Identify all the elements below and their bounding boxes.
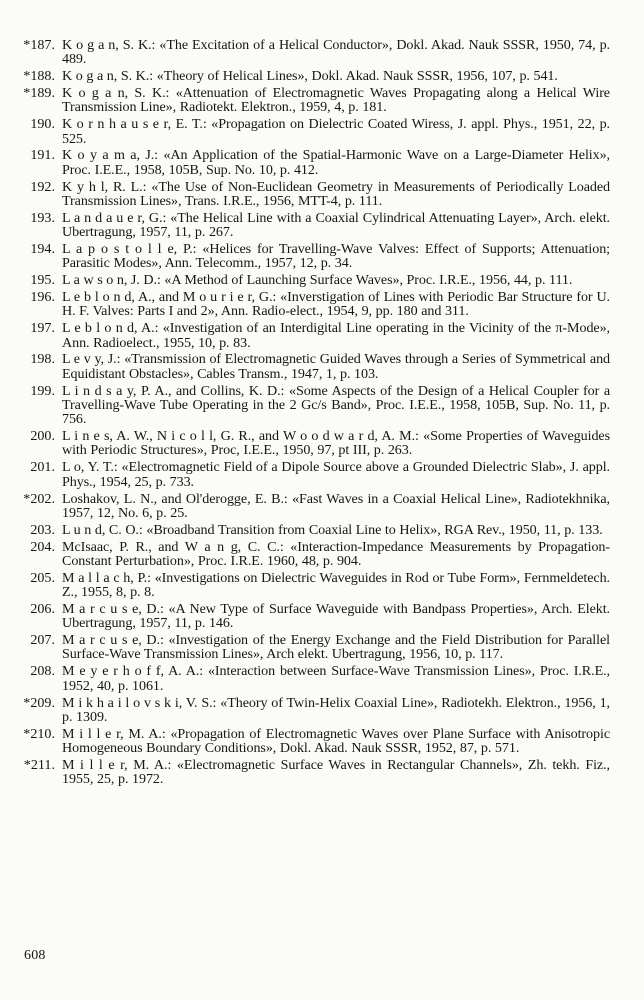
reference-text: K o r n h a u s e r, E. T.: «Propagation on Dielectric Coated Wiress, J. appl. Phys., 1951, 22, p. 525. bbox=[62, 116, 610, 147]
reference-text: K o y a m a, J.: «An Application of the Spatial-Harmonic Wave on a Large-Diameter Helix», Proc. I.E.E., 1958, 105B, Sup. No. 10, p. 412. bbox=[62, 147, 610, 178]
reference-number: 208. bbox=[30, 663, 55, 680]
reference-item bbox=[18, 148, 610, 177]
reference-item bbox=[18, 38, 610, 67]
reference-list bbox=[18, 38, 610, 789]
reference-item bbox=[18, 242, 610, 271]
reference-number: 205. bbox=[30, 569, 55, 586]
reference-text: M i l l e r, M. A.: «Electromagnetic Surface Waves in Rectangular Channels», Zh. tekh. Fiz., 1955, 25, p. 1972. bbox=[62, 756, 610, 788]
reference-item bbox=[18, 429, 610, 458]
reference-item bbox=[18, 290, 610, 319]
reference-item bbox=[18, 460, 610, 489]
reference-item bbox=[18, 540, 610, 569]
reference-number: 201. bbox=[30, 459, 55, 476]
reference-text: L e b l o n d, A., and M o u r i e r, G.: «Inverstigation of Lines with Periodic Bar Structure for U. H. F. Valves: Parts I and 2», Ann. Radio-elect., 1954, 9, pp. 180 and 311. bbox=[62, 289, 610, 320]
reference-text: L e v y, J.: «Transmission of Electromagnetic Guided Waves through a Series of Symmetrical and Equidistant Obstacles», Cables Transm., 1947, 1, p. 103. bbox=[62, 351, 610, 382]
reference-item bbox=[18, 180, 610, 209]
reference-text: L a p o s t o l l e, P.: «Helices for Travelling-Wave Valves: Effect of Supports; Attenuation; Parasitic Modes», Ann. Telecomm., 1957, 12, p. 34. bbox=[62, 241, 610, 272]
reference-item bbox=[18, 273, 610, 287]
reference-text: K o g a n, S. K.: «The Excitation of a Helical Conductor», Dokl. Akad. Nauk SSSR, 1950, 74, p. 489. bbox=[62, 37, 610, 68]
reference-item bbox=[18, 523, 610, 537]
reference-text: L e b l o n d, A.: «Investigation of an Interdigital Line operating in the Vicinity of the π-Mode», Ann. Radioelect., 1955, 10, p. 83. bbox=[62, 320, 610, 351]
reference-number: 200. bbox=[30, 428, 55, 445]
reference-text: L i n e s, A. W., N i c o l l, G. R., and W o o d w a r d, A. M.: «Some Properties of Waveguides with Periodic Structures», Proc, I.E.E., 1950, 97, pt III, p. 263. bbox=[62, 428, 610, 459]
reference-number: 198. bbox=[30, 351, 55, 368]
reference-text: K o g a n, S. K.: «Attenuation of Electromagnetic Waves Propagating along a Helical Wire Transmission Line», Radiotekt. Elektron., 1959, 4, p. 181. bbox=[62, 85, 610, 116]
reference-number: *210. bbox=[23, 725, 55, 742]
reference-item bbox=[18, 384, 610, 427]
reference-number: *187. bbox=[23, 37, 55, 53]
reference-text: L o, Y. T.: «Electromagnetic Field of a Dipole Source above a Grounded Dielectric Slab», J. appl. Phys., 1954, 25, p. 733. bbox=[62, 459, 610, 490]
reference-text: L u n d, C. O.: «Broadband Transition from Coaxial Line to Helix», RGA Rev., 1950, 11, p. 133. bbox=[62, 521, 603, 538]
reference-number: 191. bbox=[30, 147, 55, 164]
reference-number: 207. bbox=[30, 632, 55, 649]
reference-text: L a n d a u e r, G.: «The Helical Line with a Coaxial Cylindrical Attenuating Layer», Arch. elekt. Ubertragung, 1957, 11, p. 267. bbox=[62, 209, 610, 241]
reference-item bbox=[18, 321, 610, 350]
reference-item bbox=[18, 758, 610, 787]
page-number: 608 bbox=[24, 948, 46, 963]
reference-number: *188. bbox=[23, 68, 55, 85]
reference-number: 195. bbox=[30, 272, 55, 289]
reference-text: M a r c u s e, D.: «Investigation of the Energy Exchange and the Field Distribution for Parallel Surface-Wave Transmission Lines», Arch elekt. Ubertragung, 1956, 10, p. 117. bbox=[62, 632, 610, 663]
reference-text: M i l l e r, M. A.: «Propagation of Electromagnetic Waves over Plane Surface with Anisotropic Homogeneous Boundary Conditions», Dokl. Akad. Nauk SSSR, 1952, 87, p. 571. bbox=[62, 725, 610, 757]
reference-number: *202. bbox=[23, 490, 55, 507]
reference-item bbox=[18, 117, 610, 146]
reference-item bbox=[18, 492, 610, 521]
reference-number: 196. bbox=[30, 289, 55, 306]
reference-number: 193. bbox=[30, 209, 55, 226]
reference-number: 194. bbox=[30, 241, 55, 258]
reference-number: 199. bbox=[30, 382, 55, 399]
reference-number: 206. bbox=[30, 600, 55, 617]
reference-item bbox=[18, 664, 610, 693]
reference-number: 197. bbox=[30, 320, 55, 337]
reference-item bbox=[18, 602, 610, 631]
reference-text: Loshakov, L. N., and Ol'derogge, E. B.: «Fast Waves in a Coaxial Helical Line», Radiotekhnika, 1957, 12, No. 6, p. 25. bbox=[62, 490, 610, 521]
reference-text: M a r c u s e, D.: «A New Type of Surface Waveguide with Bandpass Properties», Arch. Elekt. Ubertragung, 1957, 11, p. 146. bbox=[62, 600, 610, 632]
reference-number: *211. bbox=[23, 756, 55, 773]
reference-number: 203. bbox=[30, 521, 55, 538]
reference-item bbox=[18, 727, 610, 756]
reference-item bbox=[18, 571, 610, 600]
reference-text: McIsaac, P. R., and W a n g, C. C.: «Interaction-Impedance Measurements by Propagation-Constant Perturbation», Proc. I.R.E. 1960, 48, p. 904. bbox=[62, 538, 610, 569]
reference-number: 192. bbox=[30, 178, 55, 195]
reference-text: L i n d s a y, P. A., and Collins, K. D.: «Some Aspects of the Design of a Helical Coupler for a Travelling-Wave Tube Operating in the 2 Gc/s Band», Proc. I.E.E., 1958, 105B, Sup. No. 11, p. 756. bbox=[62, 382, 610, 428]
reference-number: *209. bbox=[23, 694, 55, 711]
reference-item bbox=[18, 86, 610, 115]
reference-text: L a w s o n, J. D.: «A Method of Launching Surface Waves», Proc. I.R.E., 1956, 44, p. 111. bbox=[62, 272, 573, 289]
reference-item bbox=[18, 352, 610, 381]
reference-text: M e y e r h o f f, A. A.: «Interaction between Surface-Wave Transmission Lines», Proc. I.R.E., 1952, 40, p. 1061. bbox=[62, 663, 610, 694]
reference-item bbox=[18, 69, 610, 83]
reference-number: 190. bbox=[30, 116, 55, 133]
reference-text: K o g a n, S. K.: «Theory of Helical Lines», Dokl. Akad. Nauk SSSR, 1956, 107, p. 541. bbox=[62, 68, 558, 85]
reference-text: M i k h a i l o v s k i, V. S.: «Theory of Twin-Helix Coaxial Line», Radiotekh. Elektron., 1956, 1, p. 1309. bbox=[62, 694, 610, 725]
reference-number: 204. bbox=[30, 538, 55, 555]
reference-number: *189. bbox=[23, 85, 55, 102]
reference-text: M a l l a c h, P.: «Investigations on Dielectric Waveguides in Rod or Tube Form», Fernmeldetech. Z., 1955, 8, p. 8. bbox=[62, 569, 610, 601]
reference-item bbox=[18, 633, 610, 662]
reference-item bbox=[18, 211, 610, 240]
reference-item bbox=[18, 696, 610, 725]
reference-text: K y h l, R. L.: «The Use of Non-Euclidean Geometry in Measurements of Periodically Loaded Transmission Lines», Trans. I.R.E., 1956, MTT-4, p. 111. bbox=[62, 178, 610, 209]
